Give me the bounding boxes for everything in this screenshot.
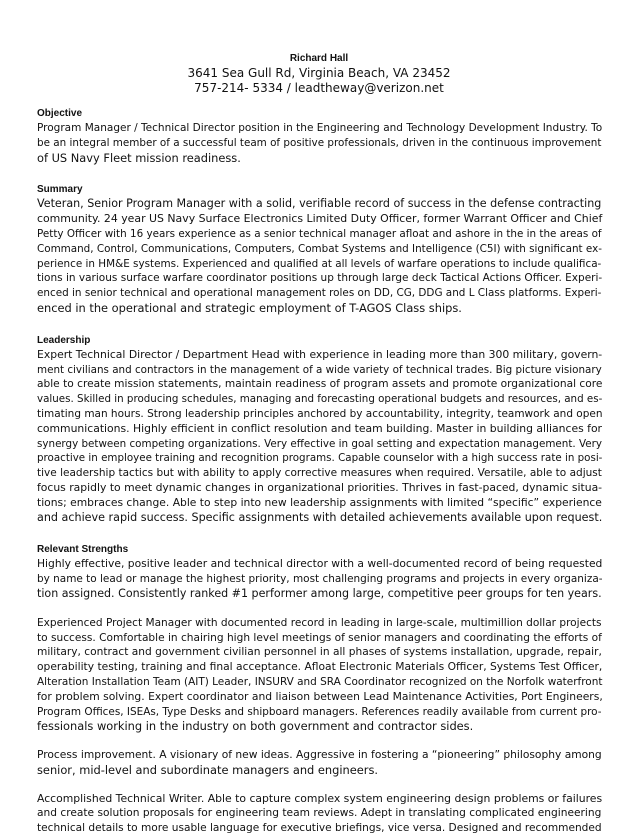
strengths-paragraph-3 <box>37 748 605 778</box>
strengths-line: technical details to more usable language for executive briefings, vice versa. Designed and recommended <box>37 822 602 835</box>
summary-heading: Summary <box>37 184 83 196</box>
objective-line: be an integral member of a successful team of positive professionals, driven in the continuous improvement <box>37 136 602 149</box>
objective-heading: Objective <box>37 108 83 119</box>
strengths-line: Highly effective, positive leader and technical director with a well-documented record of being requested <box>37 557 603 571</box>
objective-text <box>37 121 605 165</box>
leadership-line: communications. Highly efficient in conflict resolution and team building. Master in building alliances for <box>37 421 602 435</box>
strengths-line: fessionals working in the industry on both government and contractor sides. <box>37 719 474 734</box>
objective-line: of US Navy Fleet mission readiness. <box>37 150 241 165</box>
strengths-line: Accomplished Technical Writer. Able to capture complex system engineering design problems or failures <box>37 791 603 805</box>
strengths-line: for problem solving. Expert coordinator and liaison between Lead Maintenance Activities, Port Engineers, <box>37 689 603 703</box>
strengths-line: to success. Comfortable in chairing high level meetings of senior managers and coordinating the efforts of <box>37 631 602 644</box>
strengths-line: by name to lead or manage the highest priority, most challenging programs and projects in every organiza- <box>37 573 603 586</box>
summary-line: Petty Officer with 16 years experience as a senior technical manager afloat and ashore in the in the areas of <box>37 227 602 240</box>
strengths-line: military, contract and government civilian personnel in all phases of systems installation, upgrade, repair, <box>37 645 602 659</box>
leadership-line: tions; embraces change. Able to step into new leadership assignments with limited “specific” experience <box>37 495 602 509</box>
candidate-contact: 757-214- 5334 / leadtheway@verizon.net <box>194 81 444 95</box>
summary-line: perience in HM&E systems. Experienced and qualified at all levels of warfare operations to include qualifica- <box>37 257 602 270</box>
leadership-line: timating man hours. Strong leadership principles anchored by accountability, integrity, teamwork and open <box>37 407 603 420</box>
leadership-line: ment civilians and contractors in the management of a wide variety of technical trades. Big picture visionary <box>37 363 602 376</box>
strengths-line: Alteration Installation Team (AIT) Leader, INSURV and SRA Coordinator recognized on the Norfolk waterfront <box>37 675 603 688</box>
resume-body <box>37 107 605 836</box>
strengths-line: Process improvement. A visionary of new ideas. Aggressive in fostering a “pioneering” philosophy among <box>37 748 602 762</box>
strengths-line: tion assigned. Consistently ranked #1 performer among large, competitive peer groups for ten years. <box>37 586 602 600</box>
objective-section <box>37 107 605 165</box>
leadership-line: synergy between competing organizations. Very effective in goal setting and expectation management. Very <box>37 437 602 450</box>
strengths-line: senior, mid-level and subordinate managers and engineers. <box>37 762 379 777</box>
summary-line: community. 24 year US Navy Surface Electronics Limited Duty Officer, former Warrant Officer and Chief <box>37 212 603 226</box>
leadership-line: values. Skilled in producing schedules, managing and forecasting operational budgets and resources, and es- <box>37 393 603 406</box>
resume-header <box>0 52 638 96</box>
strengths-line: Program Offices, ISEAs, Type Desks and shipboard managers. References readily available from current pro- <box>37 705 602 718</box>
candidate-address: 3641 Sea Gull Rd, Virginia Beach, VA 23452 <box>187 66 451 80</box>
strengths-paragraph-2 <box>37 616 605 734</box>
strengths-line: operability testing, training and final acceptance. Afloat Electronic Materials Officer, Systems Test Officer, <box>37 660 603 674</box>
summary-line: tions in various surface warfare coordinator positions up through large deck Tactical Actions Officer. Experi- <box>37 272 603 285</box>
leadership-text <box>37 348 605 526</box>
leadership-line: proactive in employee training and recognition programs. Capable counselor with a high success rate in posi- <box>37 452 603 465</box>
strengths-line: and create solution proposals for engineering team reviews. Adept in translating complicated engineering <box>37 806 602 820</box>
summary-line: Veteran, Senior Program Manager with a solid, verifiable record of success in the defense contracting <box>37 197 602 211</box>
candidate-name: Richard Hall <box>289 53 349 64</box>
summary-line: enced in the operational and strategic employment of T-AGOS Class ships. <box>37 300 462 315</box>
summary-text <box>37 197 605 315</box>
strengths-heading: Relevant Strengths <box>37 544 129 556</box>
leadership-heading: Leadership <box>37 334 91 346</box>
objective-line: Program Manager / Technical Director position in the Engineering and Technology Development Industry. To <box>37 122 603 134</box>
strengths-paragraph-1 <box>37 557 605 601</box>
summary-section <box>37 183 605 315</box>
leadership-section <box>37 334 605 526</box>
leadership-line: and achieve rapid success. Specific assignments with detailed achievements available upon request. <box>37 510 603 524</box>
summary-line: enced in senior technical and operational management roles on DD, CG, DDG and L Class platforms. Experi- <box>37 287 602 300</box>
strengths-section <box>37 543 605 836</box>
leadership-line: Expert Technical Director / Department Head with experience in leading more than 300 military, govern- <box>37 347 603 361</box>
leadership-line: able to create mission statements, maintain readiness of program assets and promote organizational core <box>37 377 603 391</box>
strengths-line: Experienced Project Manager with documented record in leading in large-scale, multimillion dollar projects <box>37 616 602 629</box>
leadership-line: tive leadership tactics but with ability to apply corrective measures when required. Versatile, able to adjust <box>37 467 602 480</box>
summary-line: Command, Control, Communications, Computers, Combat Systems and Intelligence (C5I) with significant ex- <box>37 242 602 255</box>
strengths-paragraph-4 <box>37 792 605 836</box>
leadership-line: focus rapidly to meet dynamic changes in organizational priorities. Thrives in fast-paced, dynamic situa- <box>37 480 603 494</box>
